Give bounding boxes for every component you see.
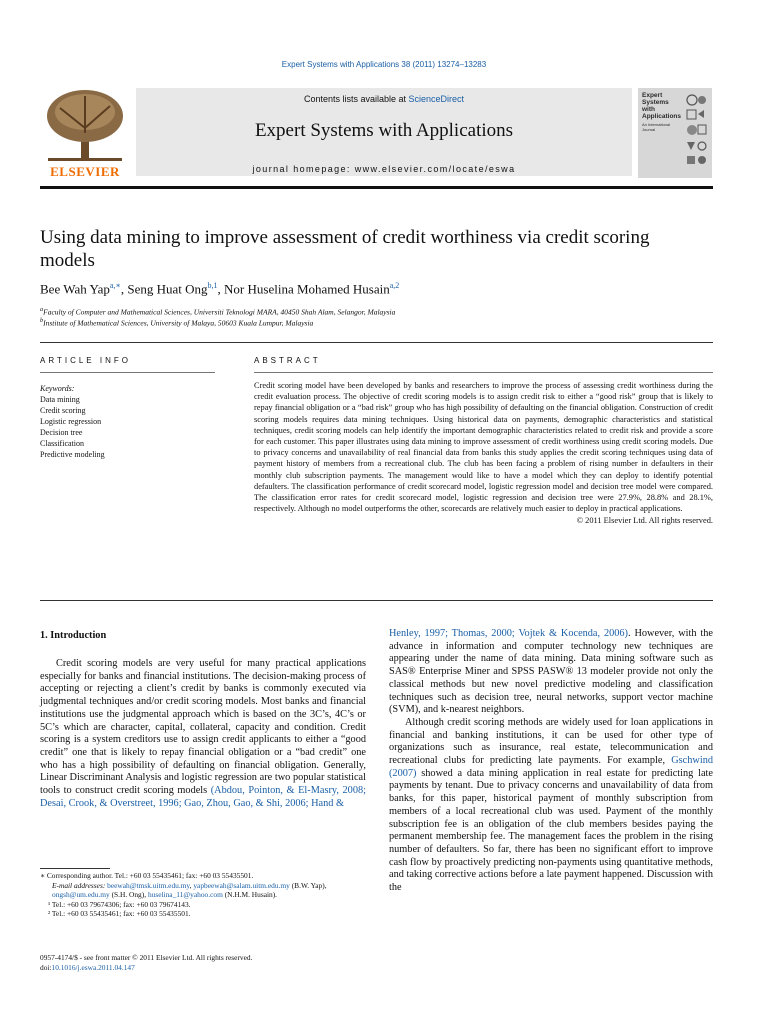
cover-title-line: Expert xyxy=(642,92,663,99)
body-column-right xyxy=(389,628,713,895)
contents-line xyxy=(136,94,632,104)
article-title: Using data mining to improve assessment of credit worthiness via credit scoring models xyxy=(40,227,650,271)
body-paragraph xyxy=(40,658,366,810)
journal-citation[interactable]: Expert Systems with Applications 38 (2011) 13274–13283 xyxy=(281,60,487,69)
author-name: Bee Wah Yap xyxy=(40,281,110,297)
body-paragraph xyxy=(389,717,713,895)
footnote-1: ¹ Tel.: +60 03 79674306; fax: +60 03 79674143. xyxy=(48,899,191,909)
keyword: Data mining xyxy=(40,395,80,404)
citation-link[interactable]: Henley, 1997; Thomas, 2000; Vojtek & Kocenda, 2006) xyxy=(389,628,628,639)
footnotes xyxy=(40,871,366,919)
author-separator: , xyxy=(120,281,128,297)
citation-link[interactable]: Gschwind (2007) xyxy=(389,755,713,779)
affiliation-mark: b xyxy=(40,317,44,324)
cover-icons xyxy=(684,92,708,174)
doi-link[interactable]: 10.1016/j.eswa.2011.04.147 xyxy=(51,963,135,972)
journal-title: Expert Systems with Applications xyxy=(254,120,514,141)
affiliation xyxy=(40,306,720,317)
keyword: Decision tree xyxy=(40,428,83,437)
keyword: Predictive modeling xyxy=(40,450,105,459)
body-column-left xyxy=(40,658,366,810)
author-list xyxy=(40,281,720,297)
footnote-2: ² Tel.: +60 03 55435461; fax: +60 03 55435501. xyxy=(48,909,191,919)
keywords-label: Keywords: xyxy=(40,384,75,393)
cover-subtitle: An International Journal xyxy=(642,122,671,132)
body-rule xyxy=(40,600,713,601)
paragraph-text: Credit scoring models are very useful for many practical applications especially for banks and financial institutions. The decision-making process of accepting or rejecting a client’s credit by banks is commonly executed via judgmental techniques and/or credit scoring models. Most banks and financial institutions use the judgmental approach which is based on the 3C’s, 4C’s or 5C’s which are character, capital, collateral, capacity and condition. Credit scoring is a system creditors use to assign credit applicants to either a “good credit” one that is likely to repay financial obligation or a “bad credit” one who has a high possibility of defaulting on financial obligation. Generally, Linear Discriminant Analysis and logistic regression are two popular statistical tools to construct credit scoring models xyxy=(40,658,366,797)
article-meta xyxy=(40,953,440,973)
body-paragraph xyxy=(389,628,713,717)
paragraph-text: . However, with the advance in information and computer technology new techniques are appearing under the name of data mining. Data mining software such as SAS® Enterprise Miner and SPSS PASW® 13 modeler provide not only the classical methods but new novel predictive modeling and classification techniques such as decision tree, neural networks, support vector machine (SVM), and k-nearest neighbors. xyxy=(389,628,713,716)
journal-cover-thumbnail xyxy=(638,88,712,178)
email-addresses: E-mail addresses: beewah@tmsk.uitm.edu.my, yapbeewah@salam.uitm.edu.my (B.W. Yap), ongsh@um.edu.my (S.H. Ong), huselina_11@yahoo.com (N.H.M. Husain). xyxy=(52,880,327,900)
citation-link[interactable]: (Abdou, Pointon, & El-Masry, 2008; Desai, Crook, & Overstreet, 1996; Gao, Zhou, Gao, & Shi, 2006; Hand & xyxy=(40,785,366,809)
issn-line: 0957-4174/$ - see front matter © 2011 Elsevier Ltd. All rights reserved. xyxy=(40,953,253,962)
keyword: Credit scoring xyxy=(40,406,86,415)
affiliation-mark: a xyxy=(40,306,44,313)
paragraph-text: showed a data mining application in real estate for predicting late payments by tenant. Due to privacy concerns and unavailability of data from banks, for this paper, historical payment of monthly subscription from members of a local recreational club was used. Payment of the monthly subscription fee is an obligation of the club members besides paying the permanent membership fee. The management faces the problem in the rising number of defaulters. So far, there has been no significant effort to improve cash flow by proactively predicting non-payments using quantitative methods, and taking corrective actions before a late payment happened. Discussion with the xyxy=(389,767,713,894)
abstract-rule xyxy=(254,372,713,373)
section-heading: 1. Introduction xyxy=(40,630,107,641)
email-note: (N.H.M. Husain). xyxy=(224,890,278,900)
email-note: (S.H. Ong), xyxy=(111,890,147,900)
doi-line xyxy=(40,963,440,973)
email-label: E-mail addresses: xyxy=(52,880,106,890)
abstract-text: Credit scoring model have been developed by banks and researchers to improve the process of assessing credit worthiness during the credit evaluation process. The objective of credit scoring models is to assign credit risk to either a “good risk” group that is likely to repay financial obligation or a “bad risk” group who has high possibility of defaulting on the financial obligation. Construction of credit scoring models requires data mining techniques. Using historical data on payments, demographic characteristics and statistical techniques, credit scoring models can help identify the important demographic characteristics related to credit risk and provide a score for each customer. This paper illustrates using data mining to improve assessment of credit worthiness using credit scoring models. Due to privacy concerns and unavailability of real financial data from banks this study applies the credit scoring techniques using data of payment history of members from a recreational club. The club has been facing a problem of rising number in defaulters in their monthly club subscription payments. The management would like to have a model which they can deploy to identify potential defaulters. The classification performance of credit scorecard model, logistic regression model and decision tree model were compared. The classification error rates for credit scorecard model, logistic regression and decision tree were 27.9%, 28.8% and 28.1%, respectively. Although no model outperforms the other, scorecards are relatively much easier to deploy in practical applications. xyxy=(254,381,713,514)
sciencedirect-link[interactable]: ScienceDirect xyxy=(408,94,465,104)
keyword: Logistic regression xyxy=(40,417,102,426)
masthead-band xyxy=(136,88,632,176)
publisher-name: ELSEVIER xyxy=(50,164,120,179)
author-name: Seng Huat Ong xyxy=(127,281,208,297)
masthead-rule xyxy=(40,186,713,189)
doi-label: doi: xyxy=(40,963,52,972)
affiliation xyxy=(40,317,720,328)
keyword: Classification xyxy=(40,439,84,448)
email-note: (B.W. Yap), xyxy=(291,880,327,890)
cover-title-line: Applications xyxy=(642,113,682,120)
email-link[interactable]: yapbeewah@salam.uitm.edu.my xyxy=(193,880,290,890)
affiliation-text: Institute of Mathematical Sciences, University of Malaya, 50603 Kuala Lumpur, Malaysia xyxy=(43,318,314,328)
contents-prefix: Contents lists available at xyxy=(303,94,409,104)
journal-masthead xyxy=(40,88,713,184)
affiliation-text: Faculty of Computer and Mathematical Sciences, Universiti Teknologi MARA, 40450 Shah Alam, Selangor, Malaysia xyxy=(43,307,396,317)
abstract-heading: ABSTRACT xyxy=(254,356,321,365)
section-rule xyxy=(40,342,713,343)
author-separator: , xyxy=(217,281,225,297)
corresponding-author-note: ∗ Corresponding author. Tel.: +60 03 55435461; fax: +60 03 55435501. xyxy=(40,871,254,880)
author-affil-mark[interactable]: a,∗ xyxy=(109,281,121,290)
author-affil-mark[interactable]: a,2 xyxy=(389,281,400,290)
journal-homepage[interactable]: journal homepage: www.elsevier.com/locate/eswa xyxy=(252,164,516,174)
footnote-rule xyxy=(40,868,110,869)
email-link[interactable]: huselina_11@yahoo.com xyxy=(147,890,223,900)
cover-title-line: Systems xyxy=(642,99,669,106)
paragraph-text: Although credit scoring methods are widely used for loan applications in financial and banking institutions, it can be used for other type of organizations such as insurance, real estate, telecommunication and recreational clubs for predicting late payments. For example, xyxy=(389,716,713,767)
cover-title-line: with xyxy=(642,106,655,113)
article-info-heading: ARTICLE INFO xyxy=(40,356,131,365)
abstract-block xyxy=(254,380,713,527)
email-link[interactable]: ongsh@um.edu.my xyxy=(52,890,110,900)
email-link[interactable]: beewah@tmsk.uitm.edu.my xyxy=(107,880,190,890)
keywords-block xyxy=(40,383,215,460)
article-info-rule xyxy=(40,372,215,373)
author-name: Nor Huselina Mohamed Husain xyxy=(224,281,390,297)
author-affil-mark[interactable]: b,1 xyxy=(207,281,218,290)
abstract-copyright: © 2011 Elsevier Ltd. All rights reserved. xyxy=(576,516,713,526)
